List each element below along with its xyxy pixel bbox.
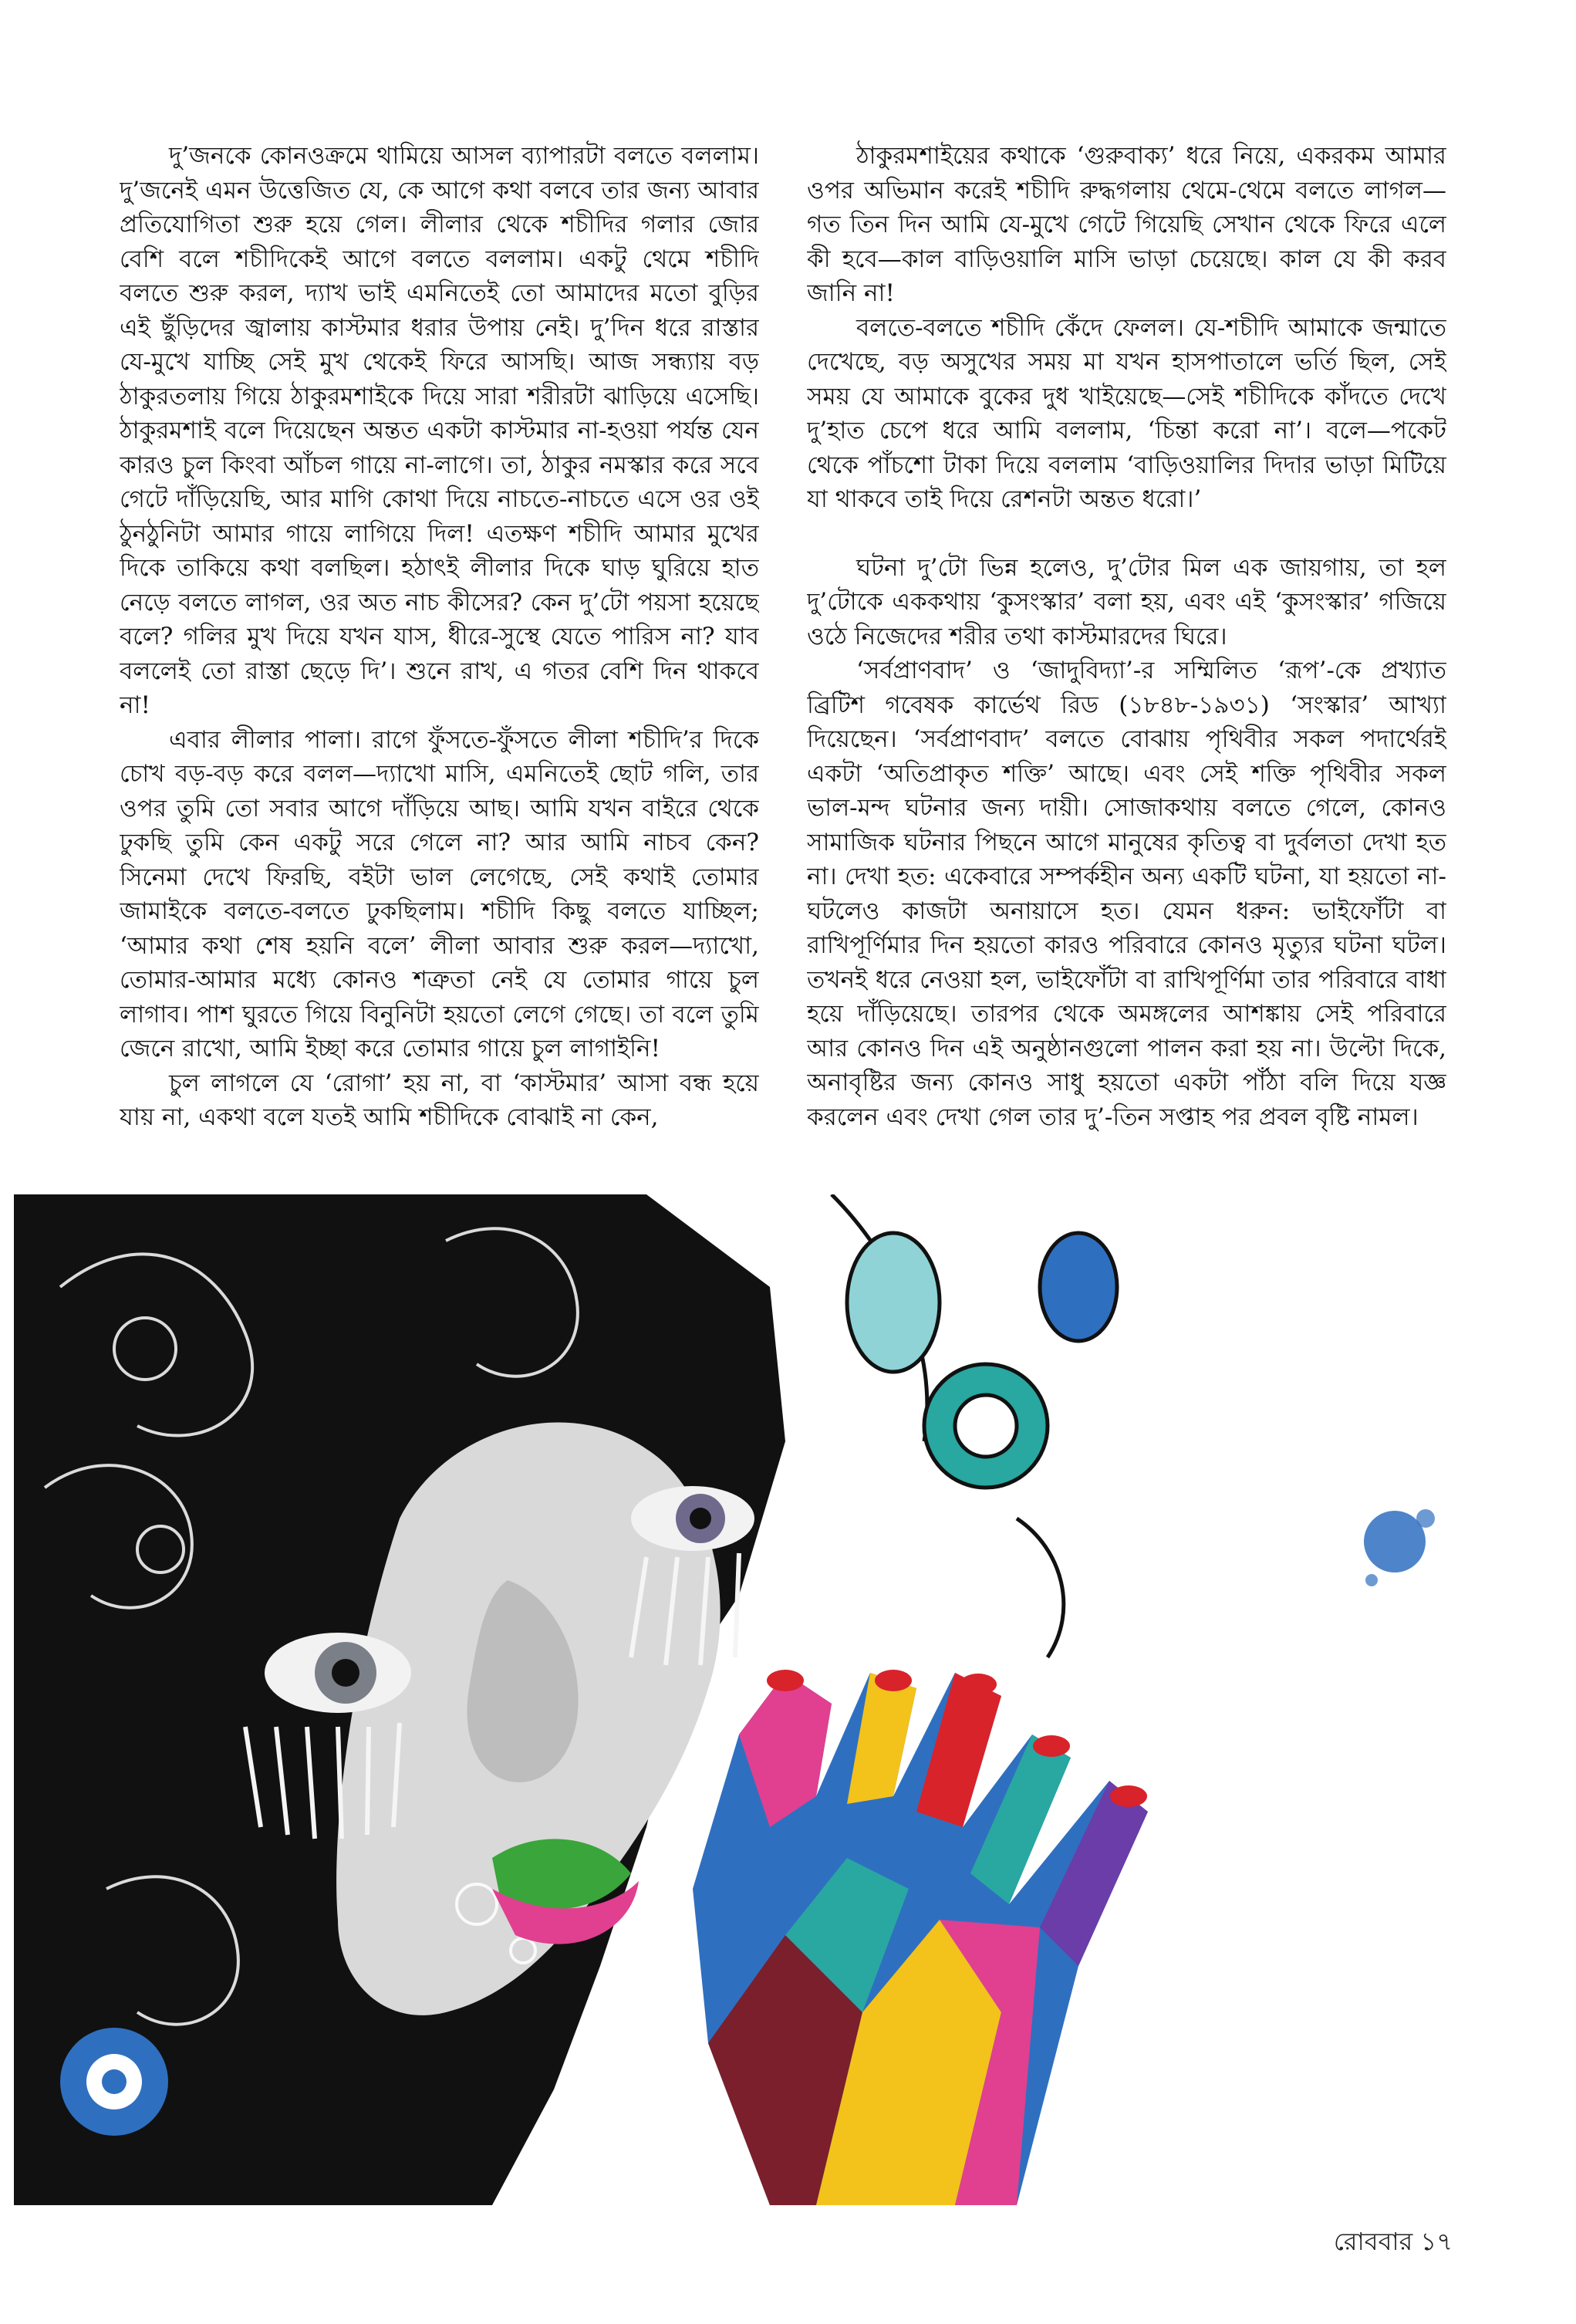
paragraph: বলতে-বলতে শচীদি কেঁদে ফেলল। যে-শচীদি আমাকে জন্মাতে দেখেছে, বড় অসুখের সময় মা যখন হাসপাতালে ভর্তি ছিল, সেই সময় যে আমাকে বুকের দুধ খাইয়েছে—সেই শচীদিকে কাঁদতে দেখে দু’হাত চেপে ধরে আমি বললাম, ‘চিন্তা করো না’। বলে—পকেট থেকে পাঁচশো টাকা দিয়ে বললাম ‘বাড়িওয়ালির দিদার ভাড়া মিটিয়ে যা থাকবে তাই দিয়ে রেশনটা অন্তত ধরো।’ xyxy=(807,313,1446,513)
mask-face-illustration-icon xyxy=(14,1194,1487,2205)
paragraph: চুল লাগলে যে ‘রোগা’ হয় না, বা ‘কাস্টমার’ আসা বন্ধ হয়ে যায় না, একথা বলে যতই আমি শচীদিকে বোঝাই না কেন, xyxy=(120,1069,759,1131)
paragraph: এবার লীলার পালা। রাগে ফুঁসতে-ফুঁসতে লীলা শচীদি’র দিকে চোখ বড়-বড় করে বলল—দ্যাখো মাসি, এমনিতেই ছোট গলি, তার ওপর তুমি তো সবার আগে দাঁড়িয়ে আছ। আমি যখন বাইরে থেকে ঢুকছি তুমি কেন একটু সরে গেলে না? আর আমি নাচব কেন? সিনেমা দেখে ফিরছি, বইটা ভাল লেগেছে, সেই কথাই তোমার জামাইকে বলতে-বলতে ঢুকছিলাম। শচীদি কিছু বলতে যাচ্ছিল; ‘আমার কথা শেষ হয়নি বলে’ লীলা আবার শুরু করল—দ্যাখো, তোমার-আমার মধ্যে কোনও শত্রুতা নেই যে তোমার গায়ে চুল লাগাব। পাশ ঘুরতে গিয়ে বিনুনিটা হয়তো লেগে গেছে। তা বলে তুমি জেনে রাখো, আমি ইচ্ছা করে তোমার গায়ে চুল লাগাইনি! xyxy=(120,725,759,1062)
paragraph: ঠাকুরমশাইয়ের কথাকে ‘গুরুবাক্য’ ধরে নিয়ে, একরকম আমার ওপর অভিমান করেই শচীদি রুদ্ধগলায় থেমে-থেমে বলতে লাগল—গত তিন দিন আমি যে-মুখে গেটে গিয়েছি সেখান থেকে ফিরে এলে কী হবে—কাল বাড়িওয়ালি মাসি ভাড়া চেয়েছে। কাল যে কী করব জানি না! xyxy=(807,142,1446,307)
right-column xyxy=(807,139,1446,1157)
paragraph: ‘সর্বপ্রাণবাদ’ ও ‘জাদুবিদ্যা’-র সম্মিলিত ‘রূপ’-কে প্রখ্যাত ব্রিটিশ গবেষক কার্ভেথ রিড (১৮৪৮-১৯৩১) ‘সংস্কার’ আখ্যা দিয়েছেন। ‘সর্বপ্রাণবাদ’ বলতে বোঝায় পৃথিবীর সকল পদার্থেরই একটা ‘অতিপ্রাকৃত শক্তি’ আছে। এবং সেই শক্তি পৃথিবীর সকল ভাল-মন্দ ঘটনার জন্য দায়ী। সোজাকথায় বলতে গেলে, কোনও সামাজিক ঘটনার পিছনে আগে মানুষের কৃতিত্ব বা দুর্বলতা দেখা হত না। দেখা হত: একেবারে সম্পর্কহীন অন্য একটি ঘটনা, যা হয়তো না-ঘটলেও কাজটা অনায়াসে হত। যেমন ধরুন: ভাইফোঁটা বা রাখিপূর্ণিমার দিন হয়তো কারও পরিবারে কোনও মৃত্যুর ঘটনা ঘটল। তখনই ধরে নেওয়া হল, ভাইফোঁটা বা রাখিপূর্ণিমা তার পরিবারে বাধা হয়ে দাঁড়িয়েছে। তারপর থেকে অমঙ্গলের আশঙ্কায় সেই পরিবারে আর কোনও দিন এই অনুষ্ঠানগুলো পালন করা হয় না। উল্টো দিকে, অনাবৃষ্টির জন্য কোনও সাধু হয়তো একটা পাঁঠা বলি দিয়ে যজ্ঞ করলেন এবং দেখা গেল তার দু’-তিন সপ্তাহ পর প্রবল বৃষ্টি নামল। xyxy=(807,657,1446,1131)
article-body xyxy=(120,139,1446,1157)
page-folio: রোববার ১৭ xyxy=(1333,2227,1453,2256)
paragraph: ঘটনা দু’টো ভিন্ন হলেও, দু’টোর মিল এক জায়গায়, তা হল দু’টোকে এককথায় ‘কুসংস্কার’ বলা হয়, এবং এই ‘কুসংস্কার’ গজিয়ে ওঠে নিজেদের শরীর তথা কাস্টমারদের ঘিরে। xyxy=(807,553,1446,650)
paragraph: দু’জনকে কোনওক্রমে থামিয়ে আসল ব্যাপারটা বলতে বললাম। দু’জনেই এমন উত্তেজিত যে, কে আগে কথা বলবে তার জন্য আবার প্রতিযোগিতা শুরু হয়ে গেল। লীলার থেকে শচীদির গলার জোর বেশি বলে শচীদিকেই আগে বলতে বললাম। একটু থেমে শচীদি বলতে শুরু করল, দ্যাখ ভাই এমনিতেই তো আমাদের মতো বুড়ির এই ছুঁড়িদের জ্বালায় কাস্টমার ধরার উপায় নেই। দু’দিন ধরে রাস্তার যে-মুখে যাচ্ছি সেই মুখ থেকেই ফিরে আসছি। আজ সন্ধ্যায় বড় ঠাকুরতলায় গিয়ে ঠাকুরমশাইকে দিয়ে সারা শরীরটা ঝাড়িয়ে এসেছি। ঠাকুরমশাই বলে দিয়েছেন অন্তত একটা কাস্টমার না-হওয়া পর্যন্ত যেন কারও চুল কিংবা আঁচল গায়ে না-লাগে। তা, ঠাকুর নমস্কার করে সবে গেটে দাঁড়িয়েছি, আর মাগি কোথা দিয়ে নাচতে-নাচতে এসে ওর ওই ঠুনঠুনিটা আমার গায়ে লাগিয়ে দিল! এতক্ষণ শচীদি আমার মুখের দিকে তাকিয়ে কথা বলছিল। হঠাৎই লীলার দিকে ঘাড় ঘুরিয়ে হাত নেড়ে বলতে লাগল, ওর অত নাচ কীসের? কেন দু’টো পয়সা হয়েছে বলে? গলির মুখ দিয়ে যখন যাস, ধীরে-সুস্থে যেতে পারিস না? যাব বললেই তো রাস্তা ছেড়ে দি’। শুনে রাখ, এ গতর বেশি দিন থাকবে না! xyxy=(120,142,759,719)
left-column xyxy=(120,139,759,1157)
